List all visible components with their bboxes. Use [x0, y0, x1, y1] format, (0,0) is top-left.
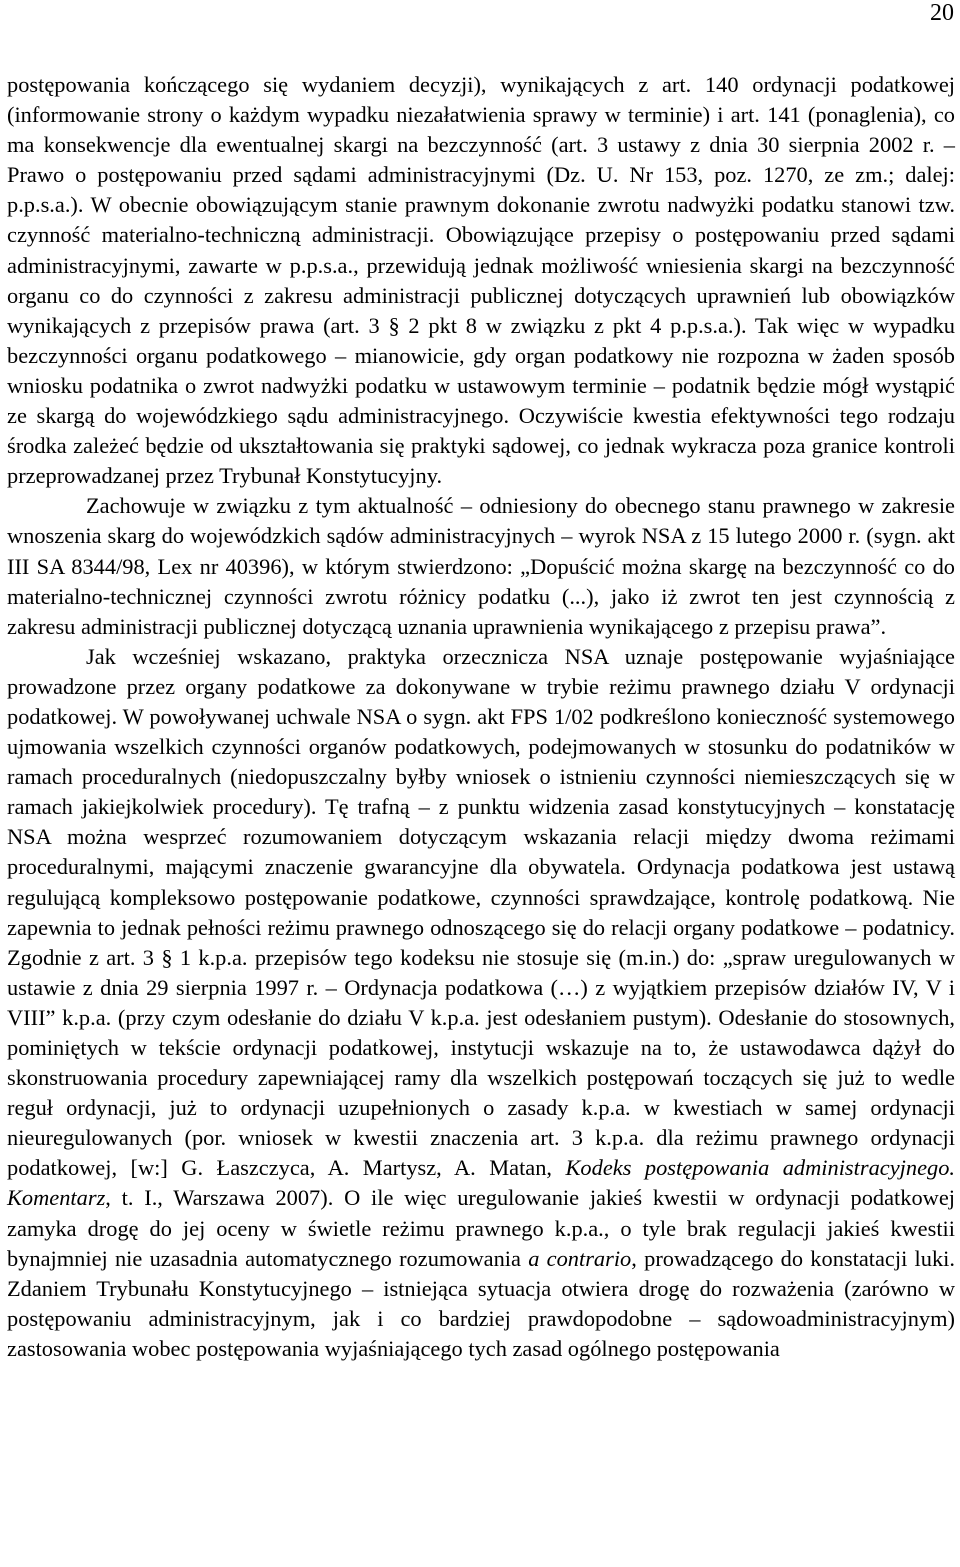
text-segment: Jak wcześniej wskazano, praktyka orzecznicza NSA uznaje postępowanie wyjaśniające prowadzone przez organy podatkowe za dokonywane w trybie reżimu prawnego działu V ordynacji podatkowej. W powoływanej uchwale NSA o sygn. akt FPS 1/02 podkreślono konieczność systemowego ujmowania wszelkich czynności organów podatkowych, podejmowanych w stosunku do podatników w ramach proceduralnych (niedopuszczalny byłby wniosek o istnieniu czynności niemieszczących się w ramach jakiejkolwiek procedury). Tę trafną – z punktu widzenia zasad konstytucyjnych – konstatację NSA można wesprzeć rozumowaniem dotyczącym wskazania relacji między dwoma reżimami proceduralnymi, mającymi znaczenie gwarancyjne dla obywatela. Ordynacja podatkowa jest ustawą regulującą kompleksowo postępowanie podatkowe, czynności sprawdzające, kontrolę podatkową. Nie zapewnia to jednak pełności reżimu prawnego odnoszącego się do relacji organy podatkowe – podatnicy. Zgodnie z art. 3 § 1 k.p.a. przepisów tego kodeksu nie stosuje się (m.in.) do: „spraw uregulowanych w ustawie z dnia 29 sierpnia 1997 r. – Ordynacja podatkowa (…) z wyjątkiem przepisów działów IV, V i VIII” k.p.a. (przy czym odesłanie do działu V k.p.a. jest odesłaniem pustym). Odesłanie do stosownych, pominiętych w tekście ordynacji podatkowej, instytucji wskazuje na to, że ustawodawca dążył do skonstruowania procedury zapewniającej ramy dla wszelkich postępowań toczących się już to wedle reguł ordynacji, już to ordynacji uzupełnionych o zasady k.p.a. w kwestiach w samej ordynacji nieuregulowanych (por. wniosek w kwestii znaczenia art. 3 k.p.a. dla reżimu prawnego ordynacji podatkowej, [w:] G. Łaszczyca, A. Martysz, A. Matan,	[7, 643, 955, 1181]
paragraph	[7, 642, 955, 1364]
page-number: 20	[930, 0, 954, 26]
italic-text-segment: a contrario	[528, 1245, 632, 1271]
text-segment: Zachowuje w związku z tym aktualność – odniesiony do obecnego stanu prawnego w zakresie wnoszenia skarg do wojewódzkich sądów administracyjnych – wyrok NSA z 15 lutego 2000 r. (sygn. akt III SA 8344/98, Lex nr 40396), w którym stwierdzono: „Dopuścić można skargę na bezczynność co do materialno-technicznej czynności zwrotu różnicy podatku (...), jako iż zwrot ten jest czynnością z zakresu administracji publicznej dotyczącą uznania uprawnienia wynikającego z przepisu prawa”.	[7, 493, 955, 639]
italic-text-segment: Kodeks postępowania administracyjnego. Komentarz	[7, 1155, 955, 1211]
text-segment: , t. I., Warszawa 2007). O ile więc uregulowanie jakieś kwestii w ordynacji podatkowej zamyka drogę do jej oceny w świetle reżimu prawnego k.p.a., o tyle brak regulacji jakieś kwestii bynajmniej nie uzasadnia automatycznego rozumowania	[7, 1185, 955, 1271]
text-segment: , prowadzącego do konstatacji luki. Zdaniem Trybunału Konstytucyjnego – istniejąca sytuacja otwiera drogę do rozważenia (zarówno w postępowaniu administracyjnym, jak i co bardziej prawdopodobne – sądowoadministracyjnym) zastosowania wobec postępowania wyjaśniającego tych zasad ogólnego postępowania	[7, 1245, 955, 1361]
paragraph	[7, 491, 955, 641]
document-body	[7, 70, 955, 1364]
text-segment: postępowania kończącego się wydaniem decyzji), wynikających z art. 140 ordynacji podatkowej (informowanie strony o każdym wypadku niezałatwienia sprawy w terminie) i art. 141 (ponaglenia), co ma konsekwencje dla ewentualnej skargi na bezczynność (art. 3 ustawy z dnia 30 sierpnia 2002 r. – Prawo o postępowaniu przed sądami administracyjnymi (Dz. U. Nr 153, poz. 1270, ze zm.; dalej: p.p.s.a.). W obecnie obowiązującym stanie prawnym dokonanie zwrotu nadwyżki podatku stanowi tzw. czynność materialno-techniczną administracji. Obowiązujące przepisy o postępowaniu przed sądami administracyjnymi, zawarte w p.p.s.a., przewidują jednak możliwość wniesienia skargi na bezczynność organu co do czynności z zakresu administracji publicznej dotyczących uprawnień lub obowiązków wynikających z przepisów prawa (art. 3 § 2 pkt 8 w związku z pkt 4 p.p.s.a.). Tak więc w wypadku bezczynności organu podatkowego – mianowicie, gdy organ podatkowy nie rozpozna w żaden sposób wniosku podatnika o zwrot nadwyżki podatku w ustawowym terminie – podatnik będzie mógł wystąpić ze skargą do wojewódzkiego sądu administracyjnego. Oczywiście kwestia efektywności tego rodzaju środka zależeć będzie od ukształtowania się praktyki sądowej, co jednak wykracza poza granice kontroli przeprowadzanej przez Trybunał Konstytucyjny.	[7, 72, 955, 489]
paragraph	[7, 70, 955, 491]
